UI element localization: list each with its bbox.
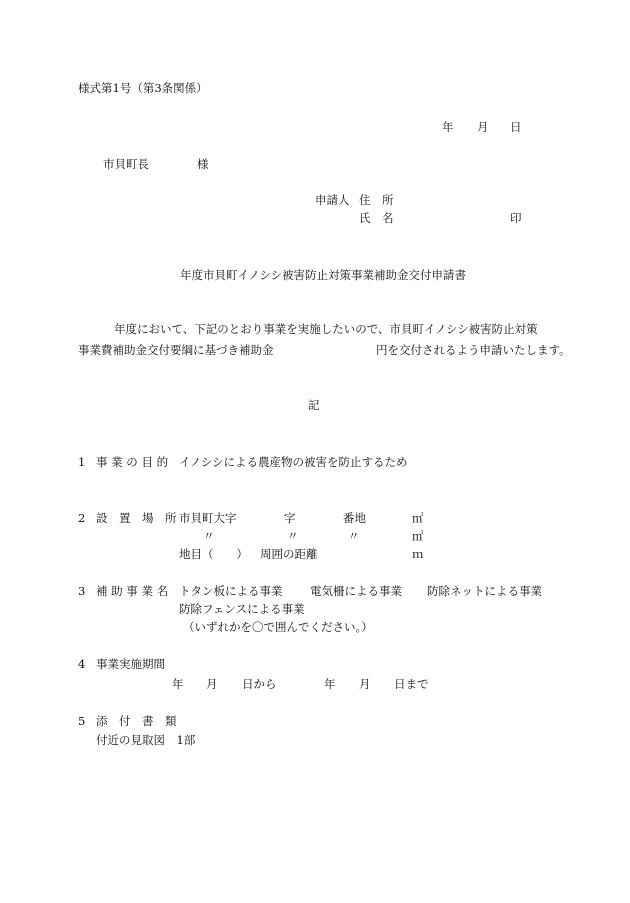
applicant-address-label: 住 所 bbox=[359, 193, 394, 207]
location-unit-2: ㎡ bbox=[412, 529, 424, 543]
item-1-value: イノシシによる農産物の被害を防止するため bbox=[179, 455, 408, 469]
location-aza: 字 bbox=[284, 511, 296, 525]
location-chimoku: 地目（ ） bbox=[179, 547, 248, 561]
item-1-label: 事 業 の 目 的 bbox=[96, 455, 169, 469]
location-unit-1: ㎡ bbox=[412, 511, 424, 525]
ki-heading: 記 bbox=[308, 398, 320, 412]
date-year-label: 年 bbox=[442, 120, 454, 134]
period-end-year: 年 bbox=[324, 677, 336, 691]
item-3-number: 3 bbox=[78, 584, 86, 598]
item-5-number: 5 bbox=[78, 714, 86, 728]
location-ditto-2: 〃 bbox=[287, 529, 299, 543]
location-place: 市貝町大字 bbox=[179, 511, 237, 525]
option-note: （いずれかを〇で囲んでください。） bbox=[183, 620, 373, 634]
date-month-label: 月 bbox=[477, 120, 489, 134]
item-2-number: 2 bbox=[78, 511, 86, 525]
location-ditto-3: 〃 bbox=[348, 529, 360, 543]
location-ditto-1: 〃 bbox=[203, 529, 215, 543]
location-banchi: 番地 bbox=[343, 511, 366, 525]
period-start-month: 月 bbox=[206, 677, 218, 691]
item-1-number: 1 bbox=[78, 455, 86, 469]
option-net: 防除ネットによる事業 bbox=[427, 584, 542, 598]
option-tin-plate: トタン板による事業 bbox=[179, 584, 283, 598]
period-until: 日まで bbox=[394, 677, 429, 691]
addressee-honorific: 様 bbox=[197, 157, 209, 171]
period-from: 日から bbox=[242, 677, 277, 691]
seal-mark: 印 bbox=[510, 211, 522, 225]
body-line-1: 年度において、下記のとおり事業を実施したいので、市貝町イノシシ被害防止対策 bbox=[114, 322, 538, 336]
date-day-label: 日 bbox=[510, 120, 522, 134]
period-start-year: 年 bbox=[172, 677, 184, 691]
applicant-name-label: 氏 名 bbox=[359, 211, 394, 225]
item-2-label: 設 置 場 所 bbox=[96, 511, 177, 525]
attachment-doc: 付近の見取図 1部 bbox=[96, 733, 196, 747]
option-fence: 防除フェンスによる事業 bbox=[179, 602, 305, 616]
body-line-2b: 円を交付されるよう申請いたします。 bbox=[376, 343, 571, 357]
item-5-label: 添 付 書 類 bbox=[96, 714, 177, 728]
body-line-2a: 事業費補助金交付要綱に基づき補助金 bbox=[78, 343, 274, 357]
document-title: 年度市貝町イノシシ被害防止対策事業補助金交付申請書 bbox=[180, 268, 467, 282]
period-end-month: 月 bbox=[359, 677, 371, 691]
option-electric-fence: 電気柵による事業 bbox=[310, 584, 402, 598]
applicant-label: 申請人 bbox=[315, 193, 350, 207]
location-perimeter: 周囲の距離 bbox=[260, 547, 318, 561]
item-3-label: 補 助 事 業 名 bbox=[96, 584, 169, 598]
item-4-number: 4 bbox=[78, 657, 86, 671]
addressee-name: 市貝町長 bbox=[103, 157, 149, 171]
form-number: 様式第1号（第3条関係） bbox=[78, 81, 208, 95]
item-4-label: 事業実施期間 bbox=[96, 657, 165, 671]
location-meter: ｍ bbox=[412, 547, 424, 561]
